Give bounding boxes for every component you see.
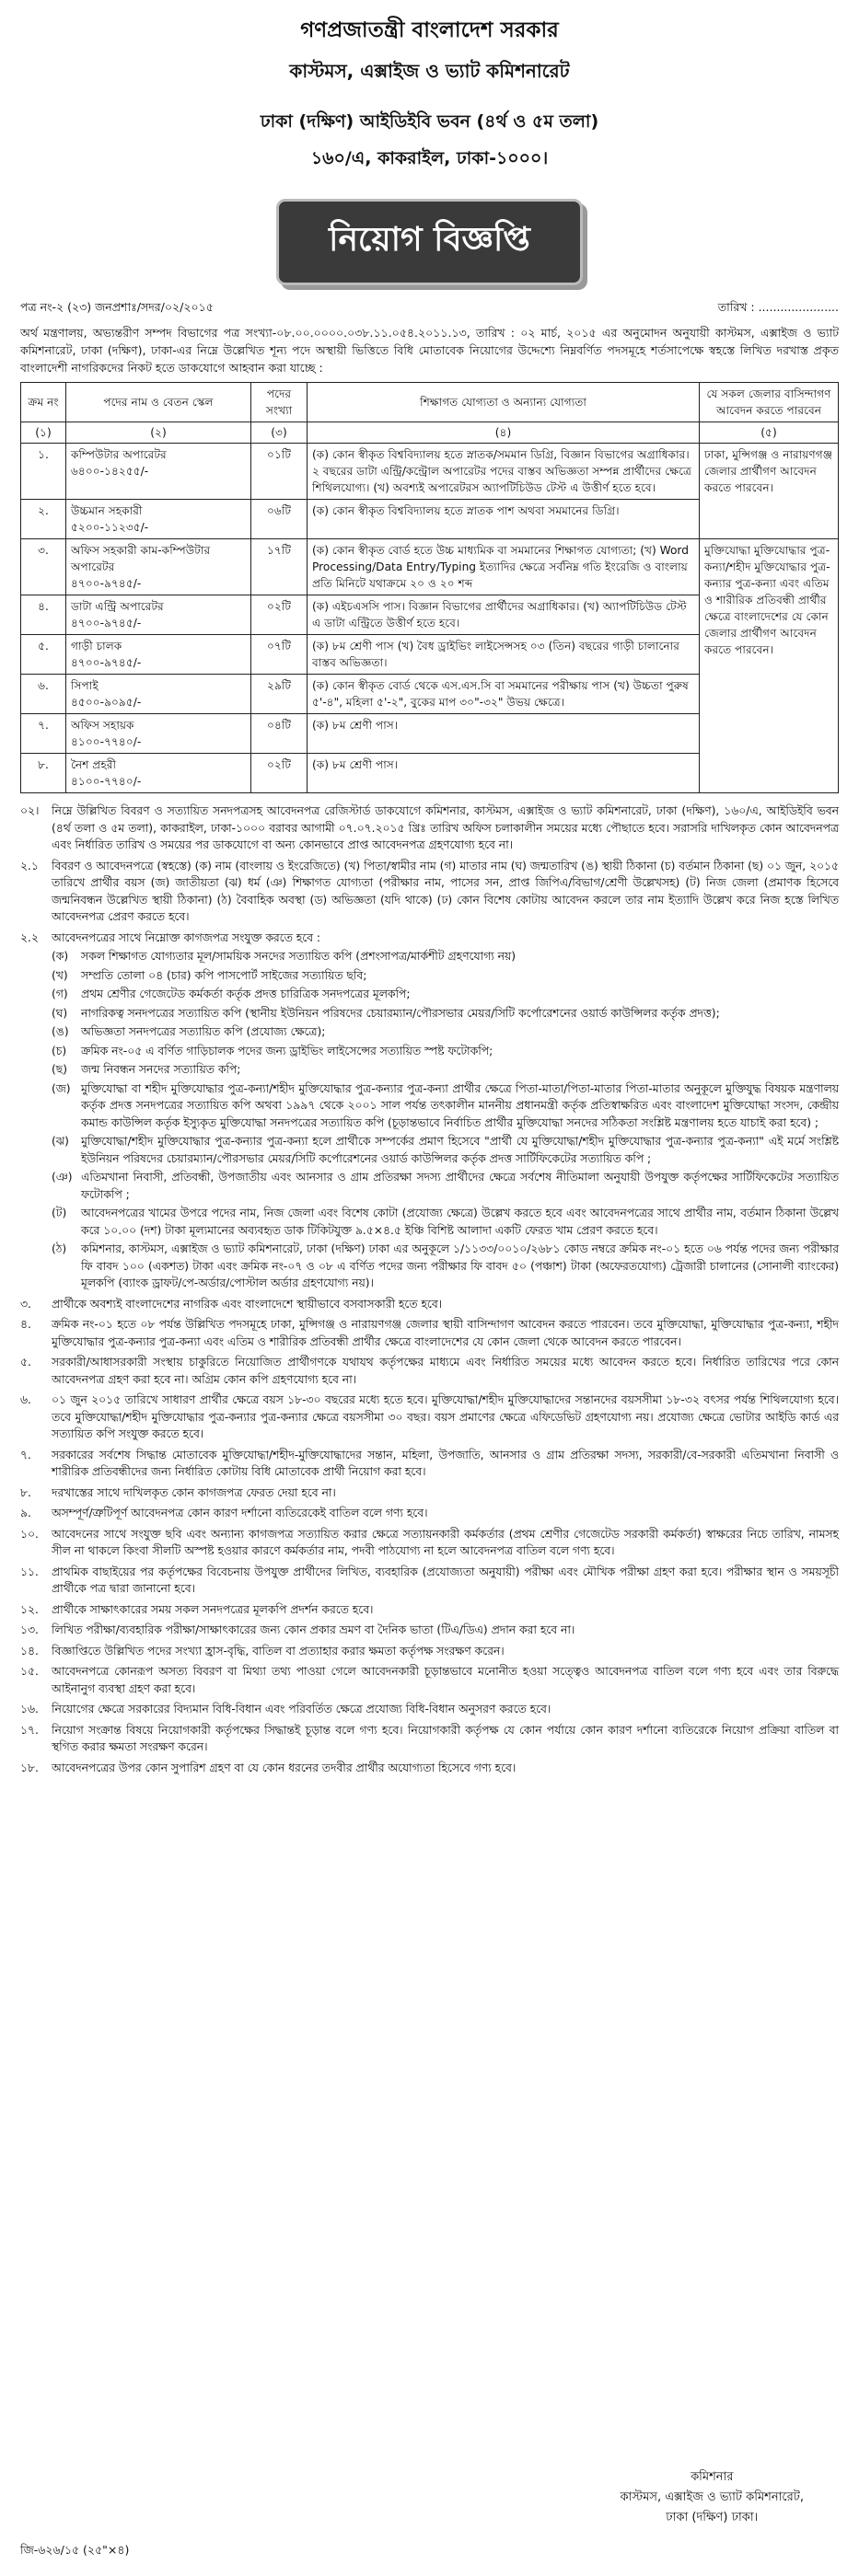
signature-block: [621, 2467, 804, 2528]
term-text: আবেদনপত্রের সাথে নিম্নোক্ত কাগজপত্র সংযুক্ত করতে হবে :: [52, 930, 321, 944]
col-number: (২): [66, 422, 251, 444]
row-serial: ৪.: [21, 595, 66, 635]
header-districts: যে সকল জেলার বাসিন্দাগণ আবেদন করতে পারবেন: [700, 383, 839, 422]
post-name: অফিস সহকারী কাম-কম্পিউটার অপারেটর: [71, 544, 211, 573]
doc-item: [20, 948, 839, 965]
memo-row: [20, 300, 839, 318]
row-qualification: (ক) এইচএসসি পাস। বিজ্ঞান বিভাগের প্রার্থীদের অগ্রাধিকার। (খ) অ্যাপটিচিউড টেস্ট এ ডাটা এন্ট্রিতে উত্তীর্ণ হতে হবে।: [308, 595, 700, 635]
doc-letter: (চ): [52, 1044, 67, 1057]
header-post-count: পদের সংখ্যা: [251, 383, 308, 422]
pay-scale: ৪১০০-৭৭৪০/-: [71, 775, 142, 788]
doc-letter: (ছ): [52, 1063, 68, 1076]
row-qualification: (ক) কোন স্বীকৃত বোর্ড থেকে এস.এস.সি বা সমমানের পরীক্ষায় পাস (খ) উচ্চতা পুরুষ ৫'-৪", মহিলা ৫'-২", বুকের মাপ ৩০"-৩২" উভয় ক্ষেত্রে।: [308, 675, 700, 714]
header-serial: ক্রম নং: [21, 383, 66, 422]
condition-item: [20, 1316, 839, 1350]
doc-text: নাগরিকত্ব সনদপত্রের সত্যায়িত কপি (স্থানীয় ইউনিয়ন পরিষদের চেয়ারম্যান/পৌরসভার মেয়র/সিটি কর্পোরেশনের ওয়ার্ড কাউন্সিলর কর্তৃক প্রদত্ত);: [81, 1006, 720, 1020]
condition-number: ১৩.: [20, 1623, 39, 1636]
condition-item: [20, 1447, 839, 1481]
gd-reference: জি-৬২৬/১৫ (২৫"×৪): [20, 2543, 130, 2557]
condition-number: ১১.: [20, 1565, 39, 1578]
condition-text: ক্রমিক নং-০১ হতে ০৮ পর্যন্ত উল্লিখিত পদসমূহে ঢাকা, মুন্সিগঞ্জ ও নারায়ণগঞ্জ জেলার স্থায়ী বাসিন্দাগণ আবেদন করতে পারবেন। তবে মুক্তিযোদ্ধা, মুক্তিযোদ্ধার পুত্র-কন্যা, শহীদ মুক্তিযোদ্ধার পুত্র-কন্যার পুত্র-কন্যা এবং এতিম ও শারীরিক প্রতিবন্ধী প্রার্থীর ক্ষেত্রে বাংলাদেশের যে কোন জেলা থেকে আবেদন করতে পারবেন।: [52, 1318, 839, 1348]
table-header-row: [21, 383, 839, 422]
doc-item: [20, 1023, 839, 1041]
post-name: অফিস সহায়ক: [71, 719, 134, 732]
column-number-row: [21, 422, 839, 444]
condition-item: [20, 1505, 839, 1522]
condition-number: ১৮.: [20, 1761, 39, 1774]
doc-item: [20, 967, 839, 985]
table-row: [21, 539, 839, 595]
condition-number: ৪.: [20, 1318, 31, 1331]
col-number: (৪): [308, 422, 700, 444]
condition-number: ১৫.: [20, 1665, 39, 1678]
condition-number: ১২.: [20, 1602, 39, 1616]
condition-text: প্রার্থীকে সাক্ষাৎকারের সময় সকল সনদপত্রের মূলকপি প্রদর্শন করতে হবে।: [52, 1602, 374, 1616]
doc-text: জন্ম নিবন্ধন সনদের সত্যায়িত কপি;: [81, 1063, 241, 1076]
doc-letter: (ঘ): [52, 1006, 68, 1020]
doc-item: [20, 1169, 839, 1203]
signatory-office: কাস্টমস, এক্সাইজ ও ভ্যাট কমিশনারেট,: [620, 2490, 804, 2504]
row-count: ০৪টি: [251, 714, 308, 754]
term-paragraph: [20, 930, 839, 947]
pay-scale: ৫২০০-১১২৩৫/-: [71, 521, 149, 534]
condition-text: নিয়োগ সংক্রান্ত বিষয়ে নিয়োগকারী কর্তৃপক্ষের সিদ্ধান্তই চূড়ান্ত বলে গণ্য হবে। নিয়োগকারী কর্তৃপক্ষ যে কোন পর্যায়ে কোন কারণ দর্শানো ব্যতিরেকে নিয়োগ প্রক্রিয়া বাতিল বা স্থগিত করার ক্ষমতা সংরক্ষণ করেন।: [52, 1723, 839, 1753]
doc-item: [20, 1241, 839, 1292]
doc-letter: (ঝ): [52, 1135, 69, 1148]
notice-title-banner: নিয়োগ বিজ্ঞপ্তি: [276, 199, 583, 285]
header-post-name: পদের নাম ও বেতন স্কেল: [66, 383, 251, 422]
row-qualification: (ক) ৮ম শ্রেণী পাস (খ) বৈধ ড্রাইভিং লাইসেন্সসহ ০৩ (তিন) বছরের গাড়ী চালানোর বাস্তব অভিজ্ঞতা।: [308, 635, 700, 675]
pay-scale: ৬৪০০-১৪২৫৫/-: [71, 465, 149, 478]
condition-number: ১৭.: [20, 1723, 39, 1737]
doc-text: সম্প্রতি তোলা ০৪ (চার) কপি পাসপোর্ট সাইজের সত্যায়িত ছবি;: [81, 968, 367, 982]
doc-text: আবেদনপত্রের খামের উপরে পদের নাম, নিজ জেলা এবং বিশেষ কোটা (প্রযোজ্য ক্ষেত্রে) উল্লেখ করতে হবে এবং আবেদনপত্রের সাথে প্রার্থীর নাম, বর্তমান ঠিকানা উল্লেখ করে ১০.০০ (দশ) টাকা মূল্যমানের অব্যবহৃত ডাক টিকিটযুক্ত ৯.৫×৪.৫ ইঞ্চি বিশিষ্ট আলাদা একটি ফেরত খাম প্রেরণ করতে হবে।: [81, 1207, 839, 1237]
signatory-location: ঢাকা (দক্ষিণ) ঢাকা।: [666, 2511, 759, 2524]
condition-number: ৯.: [20, 1507, 31, 1519]
row-count: ০২টি: [251, 754, 308, 793]
row-qualification: (ক) কোন স্বীকৃত বোর্ড হতে উচ্চ মাধ্যমিক বা সমমানের শিক্ষাগত যোগ্যতা; (খ) Word Processing/Data Entry/Typing ইত্যাদির ক্ষেত্রে সর্বনিম্ন গতি ইংরেজি ও বাংলায় প্রতি মিনিটে যথাক্রমে ২০ ও ২০ শব্দ: [308, 539, 700, 595]
govt-name: গণপ্রজাতন্ত্রী বাংলাদেশ সরকার: [300, 18, 559, 42]
term-number: ২.২: [20, 930, 39, 944]
doc-item: [20, 1061, 839, 1079]
doc-item: [20, 1205, 839, 1239]
row-post: [66, 539, 251, 595]
condition-number: ৮.: [20, 1485, 31, 1499]
condition-text: নিয়োগের ক্ষেত্রে সরকারের বিদ্যমান বিধি-বিধান এবং পরিবর্তিত ক্ষেত্রে প্রযোজ্য বিধি-বিধান অনুসরণ করতে হবে।: [52, 1703, 551, 1715]
condition-item: [20, 1760, 839, 1777]
post-name: নৈশ প্রহরী: [71, 758, 116, 771]
row-qualification: (ক) কোন স্বীকৃত বিশ্ববিদ্যালয় হতে স্নাতক/সমমান ডিগ্রি, বিজ্ঞান বিভাগের অগ্রাধিকার। ২ বছরের ডাটা এন্ট্রি/কন্ট্রোল অপারেটর পদের বাস্তব অভিজ্ঞতা সম্পন্ন প্রার্থীদের ক্ষেত্রে শিথিলযোগ্য। (খ) অবশ্যই অপারেটরস অ্যাপটিচিউড টেস্ট এ উত্তীর্ণ হতে হবে।: [308, 444, 700, 500]
condition-text: প্রাথমিক বাছাইয়ের পর কর্তৃপক্ষের বিবেচনায় উপযুক্ত প্রার্থীদের লিখিত, ব্যবহারিক (প্রযোজ্যতা অনুযায়ী) পরীক্ষা এবং মৌখিক পরীক্ষা গ্রহণ করা হবে। পরীক্ষার স্থান ও সময়সূচী প্রার্থীকে পত্র দ্বারা জানানো হবে।: [52, 1565, 839, 1595]
condition-text: লিখিত পরীক্ষা/ব্যবহারিক পরীক্ষা/সাক্ষাৎকারের জন্য কোন প্রকার ভ্রমণ বা দৈনিক ভাতা (টিএ/ডিএ) প্রদান করা হবে না।: [52, 1623, 575, 1636]
row-post: [66, 444, 251, 500]
table-row: [21, 444, 839, 500]
condition-item: [20, 1392, 839, 1443]
term-number: ০২।: [20, 804, 40, 817]
pay-scale: ৪১০০-৭৭৪০/-: [71, 735, 142, 748]
doc-letter: (খ): [52, 968, 68, 982]
doc-text: প্রথম শ্রেণীর গেজেটেড কর্মকর্তা কর্তৃক প্রদত্ত চারিত্রিক সনদপত্রের মূলকপি;: [81, 988, 411, 1000]
memo-date: তারিখ : ......................: [717, 300, 839, 314]
doc-item: [20, 1043, 839, 1060]
col-number: (১): [21, 422, 66, 444]
condition-number: ১৪.: [20, 1644, 39, 1658]
condition-item: [20, 1622, 839, 1639]
row-count: ০১টি: [251, 444, 308, 500]
row-post: [66, 635, 251, 675]
term-paragraph: [20, 803, 839, 854]
signatory-title: কমিশনার: [691, 2470, 734, 2484]
row-post: [66, 500, 251, 539]
row-count: ২৯টি: [251, 675, 308, 714]
doc-letter: (গ): [52, 988, 68, 1000]
condition-number: ৩.: [20, 1297, 31, 1311]
row-count: ০৬টি: [251, 500, 308, 539]
condition-item: [20, 1643, 839, 1660]
condition-text: প্রার্থীকে অবশ্যই বাংলাদেশের নাগরিক এবং বাংলাদেশে স্থায়ীভাবে বসবাসকারী হতে হবে।: [52, 1297, 443, 1311]
row-qualification: (ক) ৮ম শ্রেণী পাস।: [308, 754, 700, 793]
condition-number: ১০.: [20, 1527, 39, 1541]
doc-text: ক্রমিক নং-০৫ এ বর্ণিত গাড়িচালক পদের জন্য ড্রাইভিং লাইসেন্সের সত্যায়িত স্পষ্ট ফটোকপি;: [81, 1044, 493, 1057]
doc-letter: (ক): [52, 950, 69, 963]
doc-letter: (জ): [52, 1081, 71, 1095]
condition-number: ৭.: [20, 1448, 31, 1461]
doc-text: অভিজ্ঞতা সনদপত্রের সত্যায়িত কপি (প্রযোজ্য ক্ষেত্রে);: [81, 1025, 326, 1038]
districts-quota: মুক্তিযোদ্ধা মুক্তিযোদ্ধার পুত্র-কন্যা/শহীদ মুক্তিযোদ্ধার পুত্র-কন্যার পুত্র-কন্যা এবং এতিম ও শারীরিক প্রতিবন্ধী প্রার্থীর ক্ষেত্রে বাংলাদেশের যে কোন জেলার প্রার্থীগণ আবেদন করতে পারবেন।: [700, 539, 839, 793]
post-name: সিপাই: [71, 679, 99, 692]
row-count: ১৭টি: [251, 539, 308, 595]
post-name: ডাটা এন্ট্রি অপারেটর: [71, 600, 164, 613]
condition-text: সরকারের সর্বশেষ সিদ্ধান্ত মোতাবেক মুক্তিযোদ্ধা/শহীদ-মুক্তিযোদ্ধাদের সন্তান, মহিলা, উপজাতি, আনসার ও গ্রাম প্রতিরক্ষা সদস্য, সরকারী/বে-সরকারী এতিমখানা নিবাসী ও শারীরিক প্রতিবন্ধীদের জন্য নির্ধারিত কোটায় বিধি মোতাবেক প্রার্থী নিয়োগ করা হবে।: [52, 1448, 839, 1478]
row-post: [66, 595, 251, 635]
header-qualification: শিক্ষাগত যোগ্যতা ও অন্যান্য যোগ্যতা: [308, 383, 700, 422]
letterhead: [20, 13, 839, 175]
condition-text: অসম্পূর্ণ/ত্রুটিপূর্ণ আবেদনপত্র কোন কারণ দর্শানো ব্যতিরেকেই বাতিল বলে গণ্য হবে।: [52, 1507, 428, 1519]
condition-text: সরকারী/আধাসরকারী সংস্থায় চাকুরিতে নিয়োজিত প্রার্থীগণকে যথাযথ কর্তৃপক্ষের মাধ্যমে এবং নির্ধারিত সময়ের মধ্যে আবেদন করতে হবে। নির্ধারিত তারিখের পরে কোন আবেদনপত্র গ্রহণ করা হবে না। অগ্রিম কোন কপি গ্রহণযোগ্য হবে না।: [52, 1356, 839, 1386]
post-name: উচ্চমান সহকারী: [71, 504, 143, 517]
row-post: [66, 675, 251, 714]
condition-item: [20, 1484, 839, 1502]
doc-letter: (ঠ): [52, 1242, 67, 1255]
condition-text: আবেদনপত্রের উপর কোন সুপারিশ গ্রহণ বা যে কোন ধরনের তদবীর প্রার্থীর অযোগ্যতা হিসেবে গণ্য হবে।: [52, 1761, 517, 1774]
doc-letter: (ঞ): [52, 1171, 73, 1184]
doc-item: [20, 1005, 839, 1022]
doc-item: [20, 986, 839, 1003]
post-name: কম্পিউটার অপারেটর: [71, 448, 167, 461]
pay-scale: ৪৭০০-৯৭৪৫/-: [71, 577, 142, 590]
row-serial: ৭.: [21, 714, 66, 754]
condition-text: আবেদনপত্রে কোনরূপ অসত্য বিবরণ বা মিথ্যা তথ্য পাওয়া গেলে আবেদনকারী চূড়ান্তভাবে মনোনীত হওয়া সত্ত্বেও আবেদনপত্র বাতিল বলে গণ্য হবে এবং তার বিরুদ্ধে আইনানুগ ব্যবস্থা গ্রহণ করা হবে।: [52, 1665, 839, 1695]
term-paragraph: [20, 858, 839, 926]
terms-section: [20, 803, 839, 1776]
condition-item: [20, 1564, 839, 1598]
col-number: (৩): [251, 422, 308, 444]
term-text: বিবরণ ও আবেদনপত্রে (স্বহস্তে) (ক) নাম (বাংলায় ও ইংরেজিতে) (খ) পিতা/স্বামীর নাম (গ) মাতার নাম (ঘ) জন্মতারিখ (ঙ) স্থায়ী ঠিকানা (চ) বর্তমান ঠিকানা (ছ) ০১ জুন, ২০১৫ তারিখে প্রার্থীর বয়স (জ) জাতীয়তা (ঝ) ধর্ম (ঞ) শিক্ষাগত যোগ্যতা (পরীক্ষার নাম, পাসের সন, প্রাপ্ত জিপিএ/বিভাগ/শ্রেণী উল্লেখসহ) (ট) নিজ জেলা (প্রমাণক হিসেবে জন্মনিবন্ধন উল্লেখিত স্থায়ী ঠিকানা) (ঠ) বৈবাহিক অবস্থা (ড) অভিজ্ঞতা (যদি থাকে) (ঢ) কোন বিশেষ কোটায় আবেদন করলে তার নাম ইত্যাদি উল্লেখ করে নিজ হস্তে লিখিত আবেদনপত্র প্রেরণ করতে হবে।: [52, 859, 840, 923]
intro-paragraph: অর্থ মন্ত্রণালয়, অভ্যন্তরীণ সম্পদ বিভাগের পত্র সংখ্যা-০৮.০০.০০০০.০৩৮.১১.০৫৪.২০১১.১৩, তারিখ : ০২ মার্চ, ২০১৫ এর অনুমোদন অনুযায়ী কাস্টমস, এক্সাইজ ও ভ্যাট কমিশনারেট, ঢাকা (দক্ষিণ), ঢাকা-এর নিম্নে উল্লেখিত শূন্য পদে অস্থায়ী ভিত্তিতে বিধি মোতাবেক নিয়োগের উদ্দেশ্যে নিম্নবর্ণিত পদসমূহে শর্তসাপেক্ষে স্বহস্তে লিখিত দরখাস্ত প্রকৃত বাংলাদেশী নাগরিকদের নিকট হতে ডাকযোগে আহবান করা যাচ্ছে :: [20, 326, 839, 375]
row-post: [66, 754, 251, 793]
pay-scale: ৪৭০০-৯৭৪৫/-: [71, 656, 142, 669]
row-serial: ৬.: [21, 675, 66, 714]
condition-item: [20, 1601, 839, 1619]
condition-item: [20, 1722, 839, 1756]
condition-item: [20, 1526, 839, 1560]
doc-item: [20, 1133, 839, 1167]
doc-letter: (ট): [52, 1207, 67, 1219]
condition-item: [20, 1354, 839, 1388]
pay-scale: ৪৭০০-৯৭৪৫/-: [71, 617, 142, 630]
condition-text: আবেদনের সাথে সংযুক্ত ছবি এবং অন্যান্য কাগজপত্র সত্যায়িত করার ক্ষেত্রে সত্যায়নকারী কর্মকর্তার (প্রথম শ্রেণীর গেজেটেড সরকারী কর্মকর্তা) স্বাক্ষরের নিচে তারিখ, নামসহ সীল না থাকলে কিংবা সীলটি অস্পষ্ট হওয়ার কারণে কর্মকর্তার নাম, পদবী পাঠযোগ্য না হলে আবেদনপত্র বাতিল বলে গণ্য হবে।: [52, 1527, 839, 1557]
doc-text: মুক্তিযোদ্ধা/শহীদ মুক্তিযোদ্ধার পুত্র-কন্যার পুত্র-কন্যা হলে প্রার্থীকে সম্পর্কের প্রমাণ হিসেবে "প্রার্থী যে মুক্তিযোদ্ধা/শহীদ মুক্তিযোদ্ধার পুত্র-কন্যার পুত্র-কন্যা" এই মর্মে সংশ্লিষ্ট ইউনিয়ন পরিষদের চেয়ারম্যান/পৌরসভার মেয়র/সিটি কর্পোরেশনের ওয়ার্ড কাউন্সিলর কর্তৃক প্রদত্ত সার্টিফিকেটের সত্যায়িত কপি ;: [81, 1135, 839, 1165]
office-building: ঢাকা (দক্ষিণ) আইডিইবি ভবন (৪র্থ ও ৫ম তলা): [260, 111, 599, 132]
office-name: কাস্টমস, এক্সাইজ ও ভ্যাট কমিশনারেট: [289, 60, 570, 82]
doc-text: এতিমখানা নিবাসী, প্রতিবন্ধী, উপজাতীয় এবং আনসার ও গ্রাম প্রতিরক্ষা সদস্য প্রার্থীদের ক্ষেত্রে সর্বশেষ নীতিমালা অনুযায়ী উপযুক্ত কর্তৃপক্ষের সার্টিফিকেটের সত্যায়িত ফটোকপি ;: [81, 1171, 839, 1201]
row-serial: ১.: [21, 444, 66, 500]
doc-item: [20, 1080, 839, 1132]
pay-scale: ৪৫০০-৯০৯৫/-: [71, 696, 142, 709]
condition-number: ৬.: [20, 1393, 31, 1406]
office-address: ১৬০/এ, কাকরাইল, ঢাকা-১০০০।: [310, 148, 549, 168]
posts-table: [20, 382, 839, 793]
condition-number: ৫.: [20, 1356, 31, 1369]
condition-number: ১৬.: [20, 1703, 39, 1715]
post-name: গাড়ী চালক: [71, 640, 122, 653]
row-serial: ৮.: [21, 754, 66, 793]
condition-text: ০১ জুন ২০১৫ তারিখে সাধারণ প্রার্থীর ক্ষেত্রে বয়স ১৮-৩০ বছরের মধ্যে হতে হবে। মুক্তিযোদ্ধা/শহীদ মুক্তিযোদ্ধাদের সন্তানদের বয়সসীমা ১৮-৩২ বৎসর পর্যন্ত শিথিলযোগ্য হবে। তবে মুক্তিযোদ্ধা/শহীদ মুক্তিযোদ্ধার পুত্র-কন্যার পুত্র-কন্যার ক্ষেত্রে বয়সসীমা ৩০ বছর। বয়স প্রমাণের ক্ষেত্রে এফিডেভিট গ্রহণযোগ্য নয়। প্রযোজ্য ক্ষেত্রে ভোটার আইডি কার্ড এর সত্যায়িত কপি সংযুক্ত করতে হবে।: [52, 1393, 839, 1440]
doc-text: সকল শিক্ষাগত যোগ্যতার মূল/সাময়িক সনদের সত্যায়িত কপি (প্রশংসাপত্র/মার্কশীট গ্রহণযোগ্য নয়): [81, 950, 517, 963]
row-serial: ২.: [21, 500, 66, 539]
banner-wrap: [20, 199, 839, 280]
row-serial: ৫.: [21, 635, 66, 675]
col-number: (৫): [700, 422, 839, 444]
term-text: নিম্নে উল্লিখিত বিবরণ ও সত্যায়িত সনদপত্রসহ আবেদনপত্র রেজিস্টার্ড ডাকযোগে কমিশনার, কাস্টমস, এক্সাইজ ও ভ্যাট কমিশনারেট, ঢাকা (দক্ষিণ), ১৬০/এ, আইডিইবি ভবন (৪র্থ তলা ও ৫ম তলা), কাকরাইল, ঢাকা-১০০০ বরাবর আগামী ০৭.০৭.২০১৫ খ্রিঃ তারিখ অফিস চলাকালীন সময়ের মধ্যে পৌছাতে হবে। সরাসরি দাখিলকৃত কোন আবেদনপত্র এবং নির্ধারিত তারিখ ও সময়ের পর ডাকযোগে বা অন্য কোনভাবে প্রাপ্ত আবেদনপত্র গ্রহণযোগ্য হবে না।: [52, 804, 839, 851]
row-count: ০২টি: [251, 595, 308, 635]
condition-text: দরখাস্তের সাথে দাখিলকৃত কোন কাগজপত্র ফেরত দেয়া হবে না।: [52, 1485, 336, 1499]
row-qualification: (ক) কোন স্বীকৃত বিশ্ববিদ্যালয় হতে স্নাতক পাশ অথবা সমমানের ডিগ্রি।: [308, 500, 700, 539]
memo-number: পত্র নং-২ (২৩) জনপ্রশাঃ/সদর/০২/২০১৫: [20, 300, 214, 314]
doc-letter: (ঙ): [52, 1025, 69, 1038]
doc-text: কমিশনার, কাস্টমস, এক্সাইজ ও ভ্যাট কমিশনারেট, ঢাকা (দক্ষিণ) ঢাকা এর অনুকূলে ১/১১৩৩/০০১০/২৬৮১ কোড নম্বরে ক্রমিক নং-০১ হতে ০৬ পর্যন্ত পদের জন্য পরীক্ষার ফি বাবদ ১০০ (একশত) টাকা এবং ক্রমিক নং-০৭ ও ০৮ এ বর্ণিত পদের জন্য পরীক্ষার ফি বাবদ ৫০ (পঞ্চাশ) টাকা (অফেরতযোগ্য) ট্রেজারী চালানের (সোনালী ব্যাংকের) মূলকপি (ব্যাংক ড্রাফট/পে-অর্ডার/পোস্টাল অর্ডার গ্রহণযোগ্য নয়)।: [81, 1242, 839, 1289]
row-count: ০৭টি: [251, 635, 308, 675]
condition-text: বিজ্ঞাপ্তিতে উল্লিখিত পদের সংখ্যা হ্রাস-বৃদ্ধি, বাতিল বা প্রত্যাহার করার ক্ষমতা কর্তৃপক্ষ সংরক্ষণ করেন।: [52, 1644, 505, 1658]
row-post: [66, 714, 251, 754]
doc-text: মুক্তিযোদ্ধা বা শহীদ মুক্তিযোদ্ধার পুত্র-কন্যা/শহীদ মুক্তিযোদ্ধার পুত্র-কন্যার পুত্র-কন্যা প্রার্থীর ক্ষেত্রে পিতা-মাতা/পিতা-মাতার পিতা-মাতার অনুকূলে মুক্তিযুদ্ধ বিষয়ক মন্ত্রণালয় কর্তৃক প্রদত্ত সনদপত্রের সত্যায়িত কপি অথবা ১৯৯৭ থেকে ২০০১ সাল পর্যন্ত তৎকালীন মাননীয় প্রধানমন্ত্রী কর্তৃক প্রতিস্বাক্ষরিত এবং বাংলাদেশ মুক্তিযোদ্ধা সংসদ, কেন্দ্রীয় কমান্ড কাউন্সিল কর্তৃক ইস্যুকৃত মুক্তিযোদ্ধা সনদপত্রের সত্যায়িত কপি (চূড়ান্তভাবে নির্বাচিত প্রার্থীর মুক্তিযোদ্ধা সনদের সঠিকতা সংশ্লিষ্ট মন্ত্রণালয় হতে যাচাই করা হবে) ;: [81, 1081, 839, 1129]
row-serial: ৩.: [21, 539, 66, 595]
term-number: ২.১: [20, 859, 39, 872]
row-qualification: (ক) ৮ম শ্রেণী পাস।: [308, 714, 700, 754]
condition-item: [20, 1663, 839, 1697]
condition-item: [20, 1296, 839, 1313]
districts-local: ঢাকা, মুন্সিগঞ্জ ও নারায়ণগঞ্জ জেলার প্রার্থীগণ আবেদন করতে পারবেন।: [700, 444, 839, 539]
condition-item: [20, 1701, 839, 1718]
